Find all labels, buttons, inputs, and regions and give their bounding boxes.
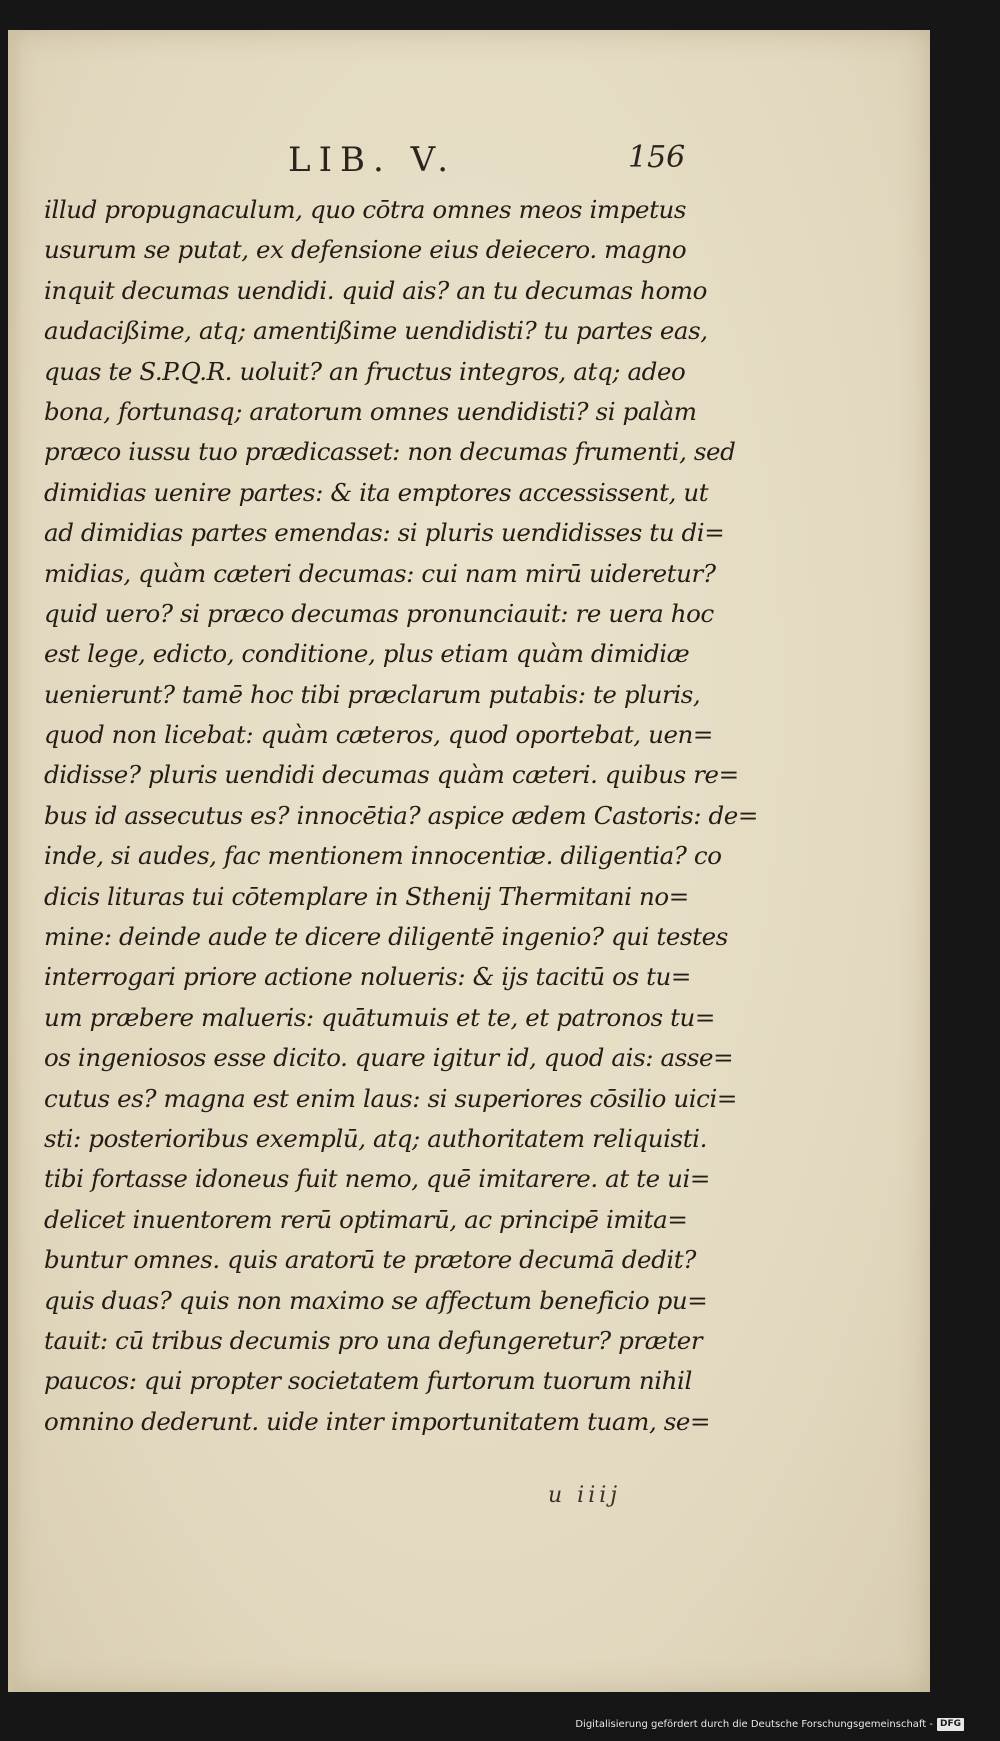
- text-line: quid uero? si præco decumas pronunciauit: re uera hoc: [44, 598, 714, 628]
- text-line: dimidias uenire partes: & ita emptores accessissent, ut: [44, 477, 709, 507]
- page-gutter-shadow: [8, 30, 22, 1692]
- text-line: didisse? pluris uendidi decumas quàm cæteri. quibus re=: [44, 760, 739, 790]
- text-line: quis duas? quis non maximo se affectum beneficio pu=: [44, 1285, 708, 1315]
- text-line: tibi fortasse idoneus fuit nemo, quē imitarere. at te ui=: [44, 1164, 711, 1194]
- text-line: buntur omnes. quis aratorū te prætore decumā dedit?: [44, 1245, 696, 1275]
- text-line: illud propugnaculum, quo cōtra omnes meos impetus: [44, 195, 687, 224]
- signature-mark: u iiij: [548, 1483, 622, 1508]
- text-line: cutus es? magna est enim laus: si superiores cōsilio uici=: [44, 1083, 738, 1113]
- text-line: inde, si audes, fac mentionem innocentiæ. diligentia? co: [44, 841, 722, 871]
- book-page: [8, 30, 930, 1692]
- text-line: omnino dederunt. uide inter importunitatem tuam, se=: [44, 1406, 711, 1436]
- text-line: quas te S.P.Q.R. uoluit? an fructus integros, atq; adeo: [44, 356, 686, 386]
- text-line: præco iussu tuo prædicasset: non decumas frumenti, sed: [44, 437, 736, 467]
- text-line: est lege, edicto, conditione, plus etiam quàm dimidiæ: [44, 639, 690, 669]
- credit-text: Digitalisierung gefördert durch die Deutsche Forschungsgemeinschaft -: [575, 1719, 933, 1730]
- digitization-credit: [575, 1718, 964, 1731]
- text-line: paucos: qui propter societatem furtorum tuorum nihil: [44, 1366, 692, 1396]
- text-line: um præbere malueris: quātumuis et te, et patronos tu=: [44, 1002, 716, 1032]
- body-text: [44, 190, 758, 1442]
- text-line: interrogari priore actione nolueris: & ijs tacitū os tu=: [44, 962, 692, 992]
- text-line: midias, quàm cæteri decumas: cui nam mirū uideretur?: [44, 558, 716, 588]
- text-line: audacißime, atq; amentißime uendidisti? tu partes eas,: [44, 316, 708, 346]
- text-line: delicet inuentorem rerū optimarū, ac principē imita=: [44, 1204, 688, 1234]
- text-line: inquit decumas uendidi. quid ais? an tu decumas homo: [44, 275, 707, 305]
- dfg-logo-icon: DFG: [937, 1718, 964, 1731]
- text-line: bona, fortunasq; aratorum omnes uendidisti? si palàm: [44, 396, 697, 426]
- text-line: bus id assecutus es? innocētia? aspice ædem Castoris: de=: [44, 800, 758, 830]
- text-line: tauit: cū tribus decumis pro una defungeretur? præter: [44, 1325, 703, 1355]
- text-line: usurum se putat, ex defensione eius deiecero. magno: [44, 235, 687, 265]
- text-line: dicis lituras tui cōtemplare in Sthenij Thermitani no=: [44, 881, 689, 911]
- text-line: quod non licebat: quàm cæteros, quod oportebat, uen=: [44, 720, 714, 750]
- text-line: sti: posterioribus exemplū, atq; authoritatem reliquisti.: [44, 1123, 707, 1153]
- text-line: ad dimidias partes emendas: si pluris uendidisses tu di=: [44, 518, 725, 548]
- text-line: uenierunt? tamē hoc tibi præclarum putabis: te pluris,: [44, 679, 701, 709]
- folio-number: 156: [628, 140, 686, 175]
- running-head: [8, 140, 930, 190]
- running-head-title: LIB. V.: [288, 140, 457, 180]
- text-line: mine: deinde aude te dicere diligentē ingenio? qui testes: [44, 922, 728, 952]
- text-line: os ingeniosos esse dicito. quare igitur id, quod ais: asse=: [44, 1043, 734, 1073]
